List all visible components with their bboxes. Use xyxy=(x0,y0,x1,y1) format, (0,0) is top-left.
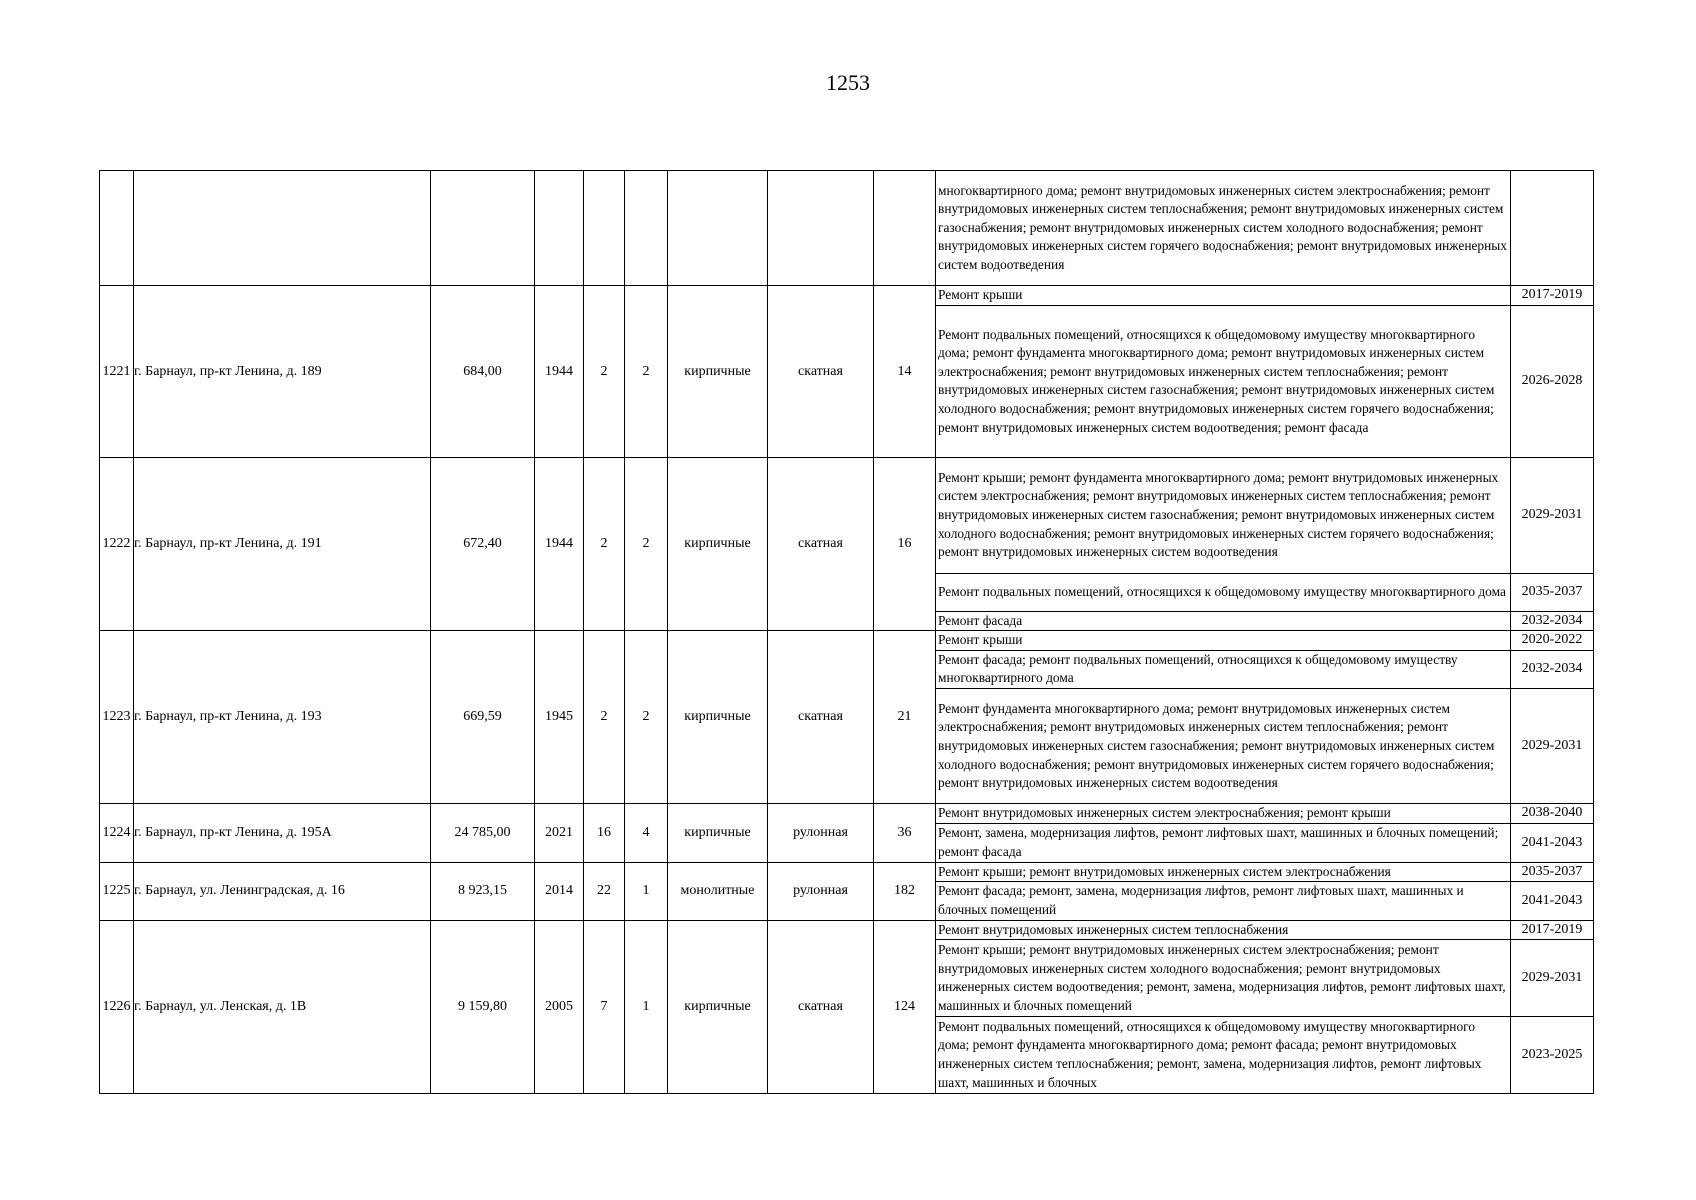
entrances-cell xyxy=(625,171,668,286)
work-description: Ремонт, замена, модернизация лифтов, ремонт лифтовых шахт, машинных и блочных помещений; ремонт фасада xyxy=(938,825,1499,859)
work-period: 2035-2037 xyxy=(1511,573,1594,611)
works-cell xyxy=(936,286,1594,458)
table-row xyxy=(100,458,1594,631)
area-cell: 684,00 xyxy=(431,286,535,458)
work-period: 2020-2022 xyxy=(1511,631,1594,650)
year-cell: 1944 xyxy=(535,286,584,458)
row-number: 1226 xyxy=(100,920,134,1093)
row-number: 1224 xyxy=(100,804,134,862)
year-cell: 2005 xyxy=(535,920,584,1093)
roof-cell: скатная xyxy=(768,920,874,1093)
work-period: 2017-2019 xyxy=(1511,286,1594,305)
work-period: 2017-2019 xyxy=(1511,921,1594,940)
year-cell: 1944 xyxy=(535,458,584,631)
year-cell: 2021 xyxy=(535,804,584,862)
work-description: Ремонт крыши; ремонт внутридомовых инженерных систем электроснабжения; ремонт внутридомовых инженерных систем холодного водоснабжения; ремонт внутридомовых инженерных систем водоотведения; ремонт, замена, модернизация лифтов, ремонт лифтовых шахт, машинных и блочных помещений xyxy=(936,940,1511,1017)
floors-cell: 7 xyxy=(584,920,625,1093)
floors-cell: 2 xyxy=(584,458,625,631)
entrances-cell: 2 xyxy=(625,458,668,631)
area-cell: 669,59 xyxy=(431,631,535,804)
area-cell xyxy=(431,171,535,286)
work-description: Ремонт фасада; ремонт подвальных помещений, относящихся к общедомовому имуществу многоквартирного дома xyxy=(936,650,1511,688)
work-period: 2023-2025 xyxy=(1511,1017,1594,1093)
work-period: 2035-2037 xyxy=(1511,863,1594,882)
residents-cell: 182 xyxy=(874,862,936,920)
table-row xyxy=(100,920,1594,1093)
residents-cell xyxy=(874,171,936,286)
work-period: 2038-2040 xyxy=(1511,804,1594,823)
floors-cell: 2 xyxy=(584,631,625,804)
entrances-cell: 2 xyxy=(625,286,668,458)
residents-cell: 14 xyxy=(874,286,936,458)
table-row xyxy=(100,286,1594,458)
address-cell xyxy=(134,171,431,286)
floors-cell xyxy=(584,171,625,286)
year-cell: 1945 xyxy=(535,631,584,804)
year-cell xyxy=(535,171,584,286)
area-cell: 24 785,00 xyxy=(431,804,535,862)
work-description: Ремонт внутридомовых инженерных систем теплоснабжения xyxy=(936,921,1511,940)
works-cell xyxy=(936,171,1594,286)
works-cell xyxy=(936,804,1594,862)
address-cell: г. Барнаул, пр-кт Ленина, д. 191 xyxy=(134,458,431,631)
address-cell: г. Барнаул, ул. Ленская, д. 1В xyxy=(134,920,431,1093)
residents-cell: 36 xyxy=(874,804,936,862)
works-cell xyxy=(936,862,1594,920)
residents-cell: 124 xyxy=(874,920,936,1093)
walls-cell: кирпичные xyxy=(668,286,768,458)
area-cell: 672,40 xyxy=(431,458,535,631)
work-period: 2032-2034 xyxy=(1511,650,1594,688)
work-period: 2029-2031 xyxy=(1511,940,1594,1017)
page-number: 1253 xyxy=(826,70,870,95)
work-description: Ремонт крыши xyxy=(936,286,1511,305)
roof-cell: рулонная xyxy=(768,804,874,862)
walls-cell: кирпичные xyxy=(668,631,768,804)
entrances-cell: 4 xyxy=(625,804,668,862)
roof-cell: скатная xyxy=(768,458,874,631)
entrances-cell: 1 xyxy=(625,862,668,920)
roof-cell: скатная xyxy=(768,631,874,804)
work-description: Ремонт крыши xyxy=(936,631,1511,650)
work-description: Ремонт подвальных помещений, относящихся к общедомовому имуществу многоквартирного дома xyxy=(936,573,1511,611)
floors-cell: 2 xyxy=(584,286,625,458)
table-row xyxy=(100,631,1594,804)
year-cell: 2014 xyxy=(535,862,584,920)
work-description: многоквартирного дома; ремонт внутридомовых инженерных систем электроснабжения; ремонт внутридомовых инженерных систем теплоснабжения; ремонт внутридомовых инженерных систем газоснабжения; ремонт внутридомовых инженерных систем холодного водоснабжения; ремонт внутридомовых инженерных систем горячего водоснабжения; ремонт внутридомовых инженерных систем водоотведения xyxy=(938,182,1507,272)
work-description: Ремонт фасада xyxy=(938,612,1023,628)
residents-cell: 16 xyxy=(874,458,936,631)
roof-cell xyxy=(768,171,874,286)
roof-cell: скатная xyxy=(768,286,874,458)
residents-cell: 21 xyxy=(874,631,936,804)
row-number xyxy=(100,171,134,286)
works-cell xyxy=(936,631,1594,804)
entrances-cell: 2 xyxy=(625,631,668,804)
work-period: 2029-2031 xyxy=(1511,688,1594,803)
work-period: 2041-2043 xyxy=(1511,882,1594,920)
work-period xyxy=(1511,171,1594,285)
row-number: 1223 xyxy=(100,631,134,804)
address-cell: г. Барнаул, пр-кт Ленина, д. 195А xyxy=(134,804,431,862)
walls-cell: монолитные xyxy=(668,862,768,920)
work-description: Ремонт крыши; ремонт внутридомовых инженерных систем электроснабжения xyxy=(936,863,1511,882)
walls-cell: кирпичные xyxy=(668,458,768,631)
area-cell: 8 923,15 xyxy=(431,862,535,920)
work-period: 2041-2043 xyxy=(1511,824,1594,862)
address-cell: г. Барнаул, пр-кт Ленина, д. 189 xyxy=(134,286,431,458)
address-cell: г. Барнаул, ул. Ленинградская, д. 16 xyxy=(134,862,431,920)
work-description: Ремонт подвальных помещений, относящихся к общедомовому имуществу многоквартирного дома; ремонт фундамента многоквартирного дома; ремонт фасада; ремонт внутридомовых инженерных систем теплоснабжения; ремонт, замена, модернизация лифтов, ремонт лифтовых шахт, машинных и блочных xyxy=(938,1018,1482,1090)
walls-cell xyxy=(668,171,768,286)
work-description: Ремонт фасада; ремонт, замена, модернизация лифтов, ремонт лифтовых шахт, машинных и блочных помещений xyxy=(938,883,1464,917)
floors-cell: 22 xyxy=(584,862,625,920)
roof-cell: рулонная xyxy=(768,862,874,920)
table-row xyxy=(100,804,1594,862)
walls-cell: кирпичные xyxy=(668,804,768,862)
work-description: Ремонт подвальных помещений, относящихся к общедомовому имуществу многоквартирного дома; ремонт фундамента многоквартирного дома; ремонт внутридомовых инженерных систем электроснабжения; ремонт внутридомовых инженерных систем теплоснабжения; ремонт внутридомовых инженерных систем газоснабжения; ремонт внутридомовых инженерных систем холодного водоснабжения; ремонт внутридомовых инженерных систем горячего водоснабжения; ремонт внутридомовых инженерных систем водоотведения; ремонт фасада xyxy=(938,326,1495,435)
work-period: 2029-2031 xyxy=(1511,458,1594,573)
table-row xyxy=(100,171,1594,286)
table-row xyxy=(100,862,1594,920)
address-cell: г. Барнаул, пр-кт Ленина, д. 193 xyxy=(134,631,431,804)
works-cell xyxy=(936,920,1594,1093)
row-number: 1222 xyxy=(100,458,134,631)
work-description: Ремонт фундамента многоквартирного дома; ремонт внутридомовых инженерных систем электроснабжения; ремонт внутридомовых инженерных систем теплоснабжения; ремонт внутридомовых инженерных систем газоснабжения; ремонт внутридомовых инженерных систем холодного водоснабжения; ремонт внутридомовых инженерных систем горячего водоснабжения; ремонт внутридомовых инженерных систем водоотведения xyxy=(938,700,1495,791)
row-number: 1225 xyxy=(100,862,134,920)
work-description: Ремонт внутридомовых инженерных систем электроснабжения; ремонт крыши xyxy=(936,804,1511,823)
work-period: 2032-2034 xyxy=(1511,611,1594,630)
area-cell: 9 159,80 xyxy=(431,920,535,1093)
floors-cell: 16 xyxy=(584,804,625,862)
houses-table xyxy=(99,170,1594,1094)
work-period: 2026-2028 xyxy=(1511,305,1594,457)
works-cell xyxy=(936,458,1594,631)
entrances-cell: 1 xyxy=(625,920,668,1093)
walls-cell: кирпичные xyxy=(668,920,768,1093)
work-description: Ремонт крыши; ремонт фундамента многоквартирного дома; ремонт внутридомовых инженерных систем электроснабжения; ремонт внутридомовых инженерных систем теплоснабжения; ремонт внутридомовых инженерных систем газоснабжения; ремонт внутридомовых инженерных систем холодного водоснабжения; ремонт внутридомовых инженерных систем горячего водоснабжения; ремонт внутридомовых инженерных систем водоотведения xyxy=(936,458,1511,573)
row-number: 1221 xyxy=(100,286,134,458)
